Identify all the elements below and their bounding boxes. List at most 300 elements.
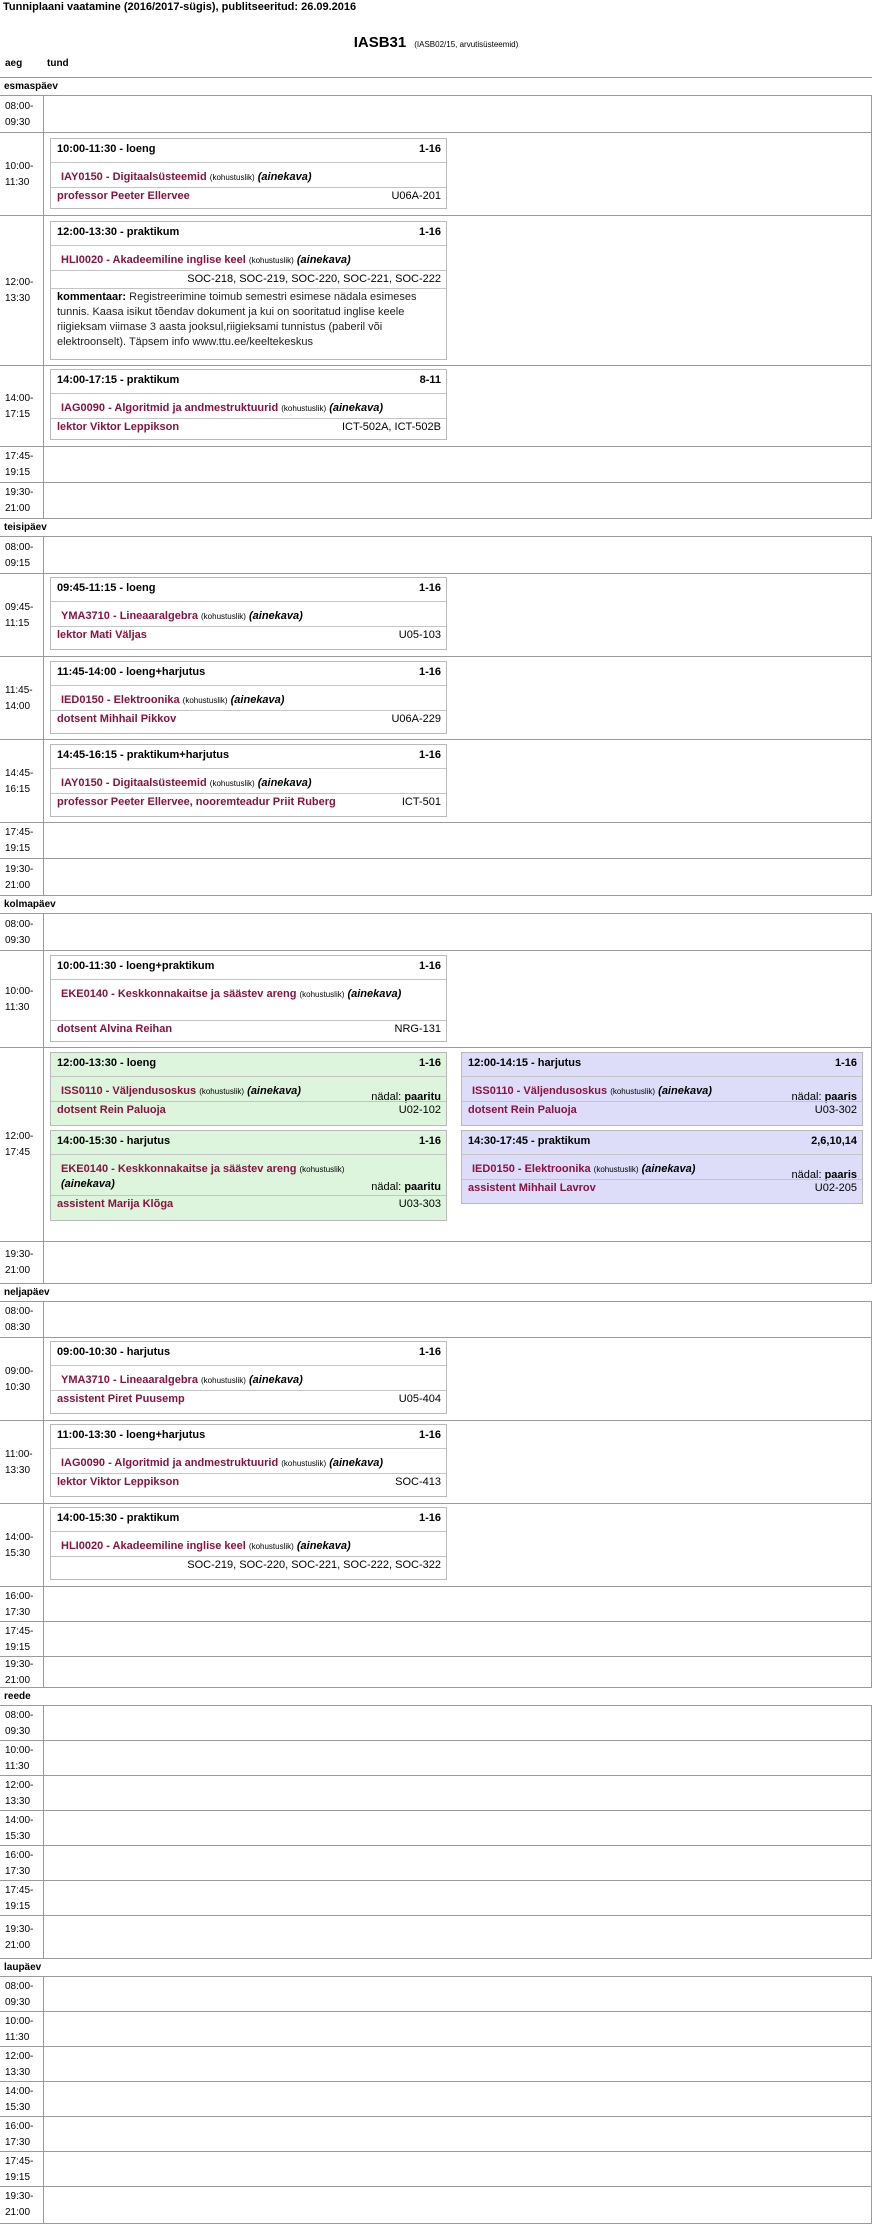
time-slot-row <box>0 1586 872 1622</box>
course-obligation: (kohustuslik) <box>248 256 294 265</box>
room-link[interactable]: NRG-131 <box>394 1023 441 1035</box>
teacher-link[interactable]: lektor Mati Väljas <box>57 629 147 641</box>
course-line <box>61 1456 441 1471</box>
lesson-weeks: 1-16 <box>418 226 441 238</box>
room-link[interactable]: ICT-501 <box>401 796 441 808</box>
lesson-card[interactable] <box>50 1130 447 1221</box>
week-parity-value: paaris <box>824 1091 857 1103</box>
divider <box>51 393 446 394</box>
course-link[interactable]: ISS0110 - Väljendusoskus <box>61 1085 197 1097</box>
course-obligation: (kohustuslik) <box>199 1087 245 1096</box>
week-parity-value: paaritu <box>404 1181 441 1193</box>
time-slot-row <box>0 2151 872 2187</box>
slot-time-label: 12:00-17:45 <box>5 1131 34 1158</box>
rooms-list[interactable]: SOC-218, SOC-219, SOC-220, SOC-221, SOC-222 <box>187 273 441 285</box>
slot-time-label: 19:30-21:00 <box>5 1249 34 1276</box>
rooms-list[interactable]: SOC-219, SOC-220, SOC-221, SOC-222, SOC-322 <box>187 1559 441 1571</box>
slot-time-label: 10:00-11:30 <box>5 160 34 188</box>
slot-time <box>0 2082 44 2117</box>
course-link[interactable]: IED0150 - Elektroonika <box>61 694 180 706</box>
course-link[interactable]: IAY0150 - Digitaalsüsteemid <box>61 777 207 789</box>
divider <box>51 1448 446 1449</box>
time-slot-row <box>0 1775 872 1811</box>
slot-time <box>0 2012 44 2047</box>
lesson-header <box>57 1346 441 1358</box>
slot-time-label: 19:30-21:00 <box>5 1658 34 1686</box>
time-slot-row <box>0 536 872 574</box>
divider <box>51 601 446 602</box>
room-link[interactable]: U05-103 <box>398 629 441 641</box>
slot-time <box>0 216 44 366</box>
ainekava-link[interactable]: (ainekava) <box>658 1085 712 1097</box>
time-slot-row <box>0 1241 872 1284</box>
lesson-weeks: 1-16 <box>834 1057 857 1069</box>
ainekava-link[interactable]: (ainekava) <box>248 1374 303 1386</box>
slot-time-label: 11:00-13:30 <box>5 1448 33 1476</box>
teacher-link[interactable]: dotsent Rein Paluoja <box>57 1104 166 1116</box>
day-header <box>0 1687 872 1705</box>
lesson-weeks: 1-16 <box>418 1512 441 1524</box>
lesson-type: loeng <box>126 1057 157 1069</box>
divider <box>462 1076 862 1077</box>
slot-time <box>0 1587 44 1622</box>
course-line <box>472 1084 792 1099</box>
course-link[interactable]: ISS0110 - Väljendusoskus <box>472 1085 608 1097</box>
time-slot-row <box>0 913 872 951</box>
lesson-time: 12:00-14:15 - <box>468 1057 535 1069</box>
room-link[interactable]: ICT-502A, ICT-502B <box>341 421 441 433</box>
slot-content <box>44 1587 872 1622</box>
lesson-card[interactable] <box>50 577 447 650</box>
lesson-type: harjutus <box>126 1346 171 1358</box>
day-name: neljapäev <box>4 1287 50 1298</box>
lesson-type: praktikum <box>126 226 180 238</box>
time-slot-row <box>0 446 872 483</box>
ainekava-link[interactable]: (ainekava) <box>329 402 384 414</box>
slot-time <box>0 859 44 896</box>
day-name: teisipäev <box>4 522 47 533</box>
teacher-link[interactable]: assistent Marija Klõga <box>57 1198 174 1210</box>
ainekava-link[interactable]: (ainekava) <box>61 1178 115 1190</box>
day-name: esmaspäev <box>4 81 58 92</box>
slot-time <box>0 1302 44 1338</box>
course-obligation: (kohustuslik) <box>182 696 228 705</box>
lesson-time: 09:45-11:15 - <box>57 582 124 594</box>
course-link[interactable]: IAY0150 - Digitaalsüsteemid <box>61 171 207 183</box>
course-obligation: (kohustuslik) <box>201 1376 246 1385</box>
day-name: kolmapäev <box>4 899 56 910</box>
slot-content <box>44 537 872 574</box>
slot-time <box>0 1977 44 2012</box>
course-obligation: (kohustuslik) <box>610 1087 656 1096</box>
slot-time <box>0 1242 44 1284</box>
ainekava-link[interactable]: (ainekava) <box>329 1457 384 1469</box>
lesson-card[interactable] <box>50 1507 447 1580</box>
time-slot-row <box>0 822 872 859</box>
slot-time-label: 12:00-13:30 <box>5 2050 34 2078</box>
week-label: nädal: <box>791 1091 822 1103</box>
divider <box>51 710 446 711</box>
course-obligation: (kohustuslik) <box>201 612 246 621</box>
teacher-link[interactable]: lektor Viktor Leppikson <box>57 1476 180 1488</box>
lesson-type: loeng+harjutus <box>126 666 206 678</box>
course-link[interactable]: EKE0140 - Keskkonnakaitse ja säästev areng <box>61 1163 297 1175</box>
lesson-time: 10:00-11:30 - <box>57 143 124 155</box>
lesson-header <box>57 960 441 972</box>
teacher-link[interactable]: dotsent Mihhail Pikkov <box>57 713 177 725</box>
week-parity <box>371 1181 441 1193</box>
lesson-type: praktikum <box>126 1512 180 1524</box>
slot-time-label: 10:00-11:30 <box>5 985 34 1013</box>
lesson-card[interactable] <box>50 1424 447 1497</box>
teacher-link[interactable]: professor Peeter Ellervee <box>57 190 190 202</box>
course-link[interactable]: YMA3710 - Lineaaralgebra <box>61 610 198 622</box>
lesson-time: 11:00-13:30 - <box>57 1429 124 1441</box>
course-line <box>61 170 441 185</box>
time-slot-row <box>0 1740 872 1776</box>
teacher-link[interactable]: professor Peeter Ellervee, nooremteadur Priit Ruberg <box>57 796 336 808</box>
course-line <box>61 401 441 416</box>
slot-time-label: 16:00-17:30 <box>5 1849 34 1877</box>
lesson-time: 14:00-17:15 - <box>57 374 124 386</box>
slot-time-label: 10:00-11:30 <box>5 1744 34 1772</box>
ainekava-link[interactable]: (ainekava) <box>257 171 312 183</box>
slot-content <box>44 2187 872 2223</box>
lesson-header <box>57 749 441 761</box>
slot-content <box>44 823 872 859</box>
lesson-time: 14:00-15:30 - <box>57 1512 124 1524</box>
lesson-type: loeng <box>126 143 156 155</box>
lesson-time: 12:00-13:30 - <box>57 226 124 238</box>
group-header <box>0 34 872 51</box>
week-parity-value: paaris <box>824 1169 857 1181</box>
lesson-type: praktikum+harjutus <box>126 749 230 761</box>
lesson-header <box>57 374 441 386</box>
slot-time <box>0 1338 44 1421</box>
room-link[interactable]: U03-303 <box>398 1198 441 1210</box>
slot-time-label: 09:45-11:15 <box>5 601 34 629</box>
week-label: nädal: <box>791 1169 822 1181</box>
slot-time <box>0 537 44 574</box>
course-obligation: (kohustuslik) <box>593 1165 639 1174</box>
slot-time <box>0 1421 44 1504</box>
course-link[interactable]: EKE0140 - Keskkonnakaitse ja säästev areng <box>61 988 297 1000</box>
course-line <box>61 776 441 791</box>
slot-content <box>44 2117 872 2152</box>
lesson-weeks: 2,6,10,14 <box>811 1135 857 1147</box>
room-link[interactable]: U06A-229 <box>391 713 441 725</box>
divider <box>51 1390 446 1391</box>
divider <box>51 245 446 246</box>
week-label: nädal: <box>371 1181 402 1193</box>
divider <box>51 288 446 289</box>
lesson-card[interactable] <box>50 744 447 817</box>
slot-time <box>0 2117 44 2152</box>
lesson-type: loeng+praktikum <box>126 960 215 972</box>
slot-time-label: 11:45-14:00 <box>5 684 33 712</box>
divider <box>51 1365 446 1366</box>
course-obligation: (kohustuslik) <box>248 1542 294 1551</box>
lesson-card[interactable] <box>50 955 447 1042</box>
slot-content <box>44 914 872 951</box>
time-slot-row <box>0 1656 872 1688</box>
slot-time <box>0 740 44 823</box>
slot-content <box>44 1302 872 1338</box>
lesson-card[interactable] <box>50 138 447 209</box>
time-slot-row <box>0 1301 872 1338</box>
slot-time <box>0 1916 44 1959</box>
course-obligation: (kohustuslik) <box>281 1459 327 1468</box>
slot-time <box>0 1504 44 1587</box>
room-link[interactable]: U05-404 <box>398 1393 441 1405</box>
course-link[interactable]: HLI0020 - Akadeemiline inglise keel <box>61 254 246 266</box>
teacher-link[interactable]: assistent Mihhail Lavrov <box>468 1182 596 1194</box>
lesson-card[interactable] <box>50 221 447 360</box>
day-name: laupäev <box>4 1962 42 1973</box>
week-parity-value: paaritu <box>404 1091 441 1103</box>
course-line <box>61 1084 376 1099</box>
divider <box>51 685 446 686</box>
comment-text: Registreerimine toimub semestri esimese nädala esimeses tunnis. Kaasa isikut tõendav dokument ja kui on sooritatud inglise keele riigieksam viimase 3 aasta jooksul,riigieksami tunnistus (paberil või elektroonselt). Täpsem info www.ttu.ee/keeltekeskus <box>57 291 417 348</box>
divider <box>51 418 446 419</box>
slot-time <box>0 1846 44 1881</box>
ainekava-link[interactable]: (ainekava) <box>230 694 285 706</box>
lesson-weeks: 1-16 <box>418 749 441 761</box>
day-header <box>0 518 872 536</box>
course-link[interactable]: IED0150 - Elektroonika <box>472 1163 591 1175</box>
divider <box>51 793 446 794</box>
day-header <box>0 77 872 95</box>
slot-time <box>0 914 44 951</box>
slot-content <box>44 1706 872 1741</box>
room-link[interactable]: SOC-413 <box>395 1476 441 1488</box>
group-description: (IASB02/15, arvutisüsteemid) <box>414 40 519 49</box>
course-obligation: (kohustuslik) <box>209 173 255 182</box>
slot-time <box>0 1811 44 1846</box>
course-link[interactable]: IAG0090 - Algoritmid ja andmestruktuurid <box>61 1457 279 1469</box>
slot-time <box>0 96 44 133</box>
lesson-card[interactable] <box>50 661 447 734</box>
lesson-weeks: 1-16 <box>418 666 441 678</box>
teacher-link[interactable]: lektor Viktor Leppikson <box>57 421 180 433</box>
slot-time <box>0 574 44 657</box>
room-link[interactable]: U06A-201 <box>391 190 441 202</box>
divider <box>51 187 446 188</box>
lesson-time: 14:45-16:15 - <box>57 749 124 761</box>
divider <box>51 1020 446 1021</box>
slot-time <box>0 1622 44 1657</box>
slot-time-label: 17:45-19:15 <box>5 1625 34 1653</box>
slot-content <box>44 1916 872 1959</box>
time-slot-row <box>0 1705 872 1741</box>
slot-content <box>44 1846 872 1881</box>
ainekava-link[interactable]: (ainekava) <box>347 988 402 1000</box>
slot-content <box>44 96 872 133</box>
lesson-card[interactable] <box>461 1052 863 1126</box>
slot-time-label: 09:00-10:30 <box>5 1365 34 1393</box>
slot-time-label: 08:00-08:30 <box>5 1306 34 1333</box>
divider <box>51 270 446 271</box>
course-obligation: (kohustuslik) <box>299 1165 345 1174</box>
slot-content <box>44 1776 872 1811</box>
divider <box>51 979 446 980</box>
slot-time <box>0 657 44 740</box>
slot-time <box>0 366 44 447</box>
lesson-time: 10:00-11:30 - <box>57 960 124 972</box>
lesson-comment <box>57 290 440 350</box>
time-slot-row <box>0 2046 872 2082</box>
course-line <box>61 1162 376 1192</box>
slot-time-label: 17:45-19:15 <box>5 1884 34 1912</box>
course-line <box>61 693 441 708</box>
divider <box>51 1101 446 1102</box>
divider <box>462 1154 862 1155</box>
slot-content <box>44 1622 872 1657</box>
slot-time <box>0 1776 44 1811</box>
slot-content <box>44 2047 872 2082</box>
time-slot-row <box>0 1915 872 1959</box>
lesson-header <box>57 226 441 238</box>
time-slot-row <box>0 482 872 519</box>
lesson-card[interactable] <box>50 1052 447 1126</box>
ainekava-link[interactable]: (ainekava) <box>641 1163 696 1175</box>
slot-time-label: 19:30-21:00 <box>5 2191 34 2218</box>
lesson-header <box>468 1057 857 1069</box>
divider <box>51 1473 446 1474</box>
lesson-card[interactable] <box>461 1130 863 1204</box>
slot-time-label: 14:00-17:15 <box>5 392 34 420</box>
lesson-type: praktikum <box>126 374 180 386</box>
lesson-weeks: 1-16 <box>418 1057 441 1069</box>
time-slot-row <box>0 858 872 896</box>
slot-time <box>0 2047 44 2082</box>
course-link[interactable]: IAG0090 - Algoritmid ja andmestruktuurid <box>61 402 279 414</box>
lesson-weeks: 1-16 <box>418 1429 441 1441</box>
course-line <box>61 609 441 624</box>
slot-time-label: 14:00-15:30 <box>5 1531 34 1559</box>
slot-time-label: 12:00-13:30 <box>5 1779 34 1807</box>
time-slot-row <box>0 1845 872 1881</box>
slot-content <box>44 447 872 483</box>
slot-time-label: 08:00-09:30 <box>5 918 34 946</box>
slot-time-label: 19:30-21:00 <box>5 863 34 891</box>
course-link[interactable]: YMA3710 - Lineaaralgebra <box>61 1374 198 1386</box>
lesson-header <box>468 1135 857 1147</box>
slot-time-label: 14:00-15:30 <box>5 2085 34 2113</box>
lesson-header <box>57 1057 441 1069</box>
slot-time-label: 12:00-13:30 <box>5 277 34 304</box>
teacher-link[interactable]: assistent Piret Puusemp <box>57 1393 185 1405</box>
divider <box>462 1179 862 1180</box>
lesson-time: 12:00-13:30 - <box>57 1057 124 1069</box>
slot-time-label: 17:45-19:15 <box>5 451 34 478</box>
time-slot-row <box>0 2186 872 2224</box>
slot-time <box>0 823 44 859</box>
course-obligation: (kohustuslik) <box>281 404 327 413</box>
slot-content <box>44 1741 872 1776</box>
teacher-link[interactable]: dotsent Rein Paluoja <box>468 1104 577 1116</box>
divider <box>51 626 446 627</box>
lesson-header <box>57 582 441 594</box>
time-slot-row <box>0 95 872 133</box>
slot-time <box>0 2152 44 2187</box>
divider <box>51 1195 446 1196</box>
day-name: reede <box>4 1691 31 1702</box>
lesson-header <box>57 1512 441 1524</box>
course-line <box>61 1539 441 1554</box>
divider <box>51 1154 446 1155</box>
course-line <box>61 1373 441 1388</box>
lesson-type: harjutus <box>537 1057 582 1069</box>
lesson-card[interactable] <box>50 1341 447 1414</box>
slot-time-label: 17:45-19:15 <box>5 2155 34 2183</box>
slot-time <box>0 1657 44 1688</box>
slot-time <box>0 133 44 216</box>
ainekava-link[interactable]: (ainekava) <box>247 1085 301 1097</box>
slot-content <box>44 859 872 896</box>
slot-content <box>44 1977 872 2012</box>
lesson-header <box>57 1429 441 1441</box>
lesson-time: 11:45-14:00 - <box>57 666 124 678</box>
room-link[interactable]: U02-205 <box>814 1182 857 1194</box>
time-slot-row <box>0 2116 872 2152</box>
ainekava-link[interactable]: (ainekava) <box>257 777 312 789</box>
slot-time-label: 08:00-09:30 <box>5 100 34 128</box>
day-header <box>0 895 872 913</box>
time-slot-row <box>0 1810 872 1846</box>
lesson-time: 14:00-15:30 - <box>57 1135 124 1147</box>
room-link[interactable]: U02-102 <box>398 1104 441 1116</box>
slot-time <box>0 1881 44 1916</box>
lesson-type: loeng <box>126 582 156 594</box>
slot-time-label: 08:00-09:30 <box>5 1709 34 1737</box>
group-name: IASB31 <box>353 34 407 51</box>
lesson-card[interactable] <box>50 369 447 440</box>
course-link[interactable]: HLI0020 - Akadeemiline inglise keel <box>61 1540 246 1552</box>
slot-content <box>44 1657 872 1688</box>
divider <box>51 1531 446 1532</box>
divider <box>51 768 446 769</box>
week-label: nädal: <box>371 1091 402 1103</box>
lesson-time: 14:30-17:45 - <box>468 1135 535 1147</box>
slot-time-label: 14:45-16:15 <box>5 767 34 795</box>
room-link[interactable]: U03-302 <box>814 1104 857 1116</box>
course-line <box>472 1162 792 1177</box>
lesson-type: praktikum <box>537 1135 591 1147</box>
slot-time <box>0 483 44 519</box>
lesson-header <box>57 143 441 155</box>
slot-content <box>44 1881 872 1916</box>
comment-label: kommentaar: <box>57 291 127 303</box>
lesson-header <box>57 666 441 678</box>
slot-time <box>0 951 44 1048</box>
teacher-link[interactable]: dotsent Alvina Reihan <box>57 1023 173 1035</box>
day-header <box>0 1958 872 1976</box>
time-slot-row <box>0 2011 872 2047</box>
slot-time-label: 08:00-09:30 <box>5 1980 34 2008</box>
ainekava-link[interactable]: (ainekava) <box>296 1540 351 1552</box>
column-header-time: aeg <box>5 58 23 69</box>
slot-content <box>44 483 872 519</box>
ainekava-link[interactable]: (ainekava) <box>296 254 351 266</box>
time-slot-row <box>0 2081 872 2117</box>
lesson-type: harjutus <box>126 1135 171 1147</box>
divider <box>51 1556 446 1557</box>
time-slot-row <box>0 1976 872 2012</box>
ainekava-link[interactable]: (ainekava) <box>248 610 303 622</box>
slot-time <box>0 1741 44 1776</box>
slot-time-label: 14:00-15:30 <box>5 1814 34 1842</box>
